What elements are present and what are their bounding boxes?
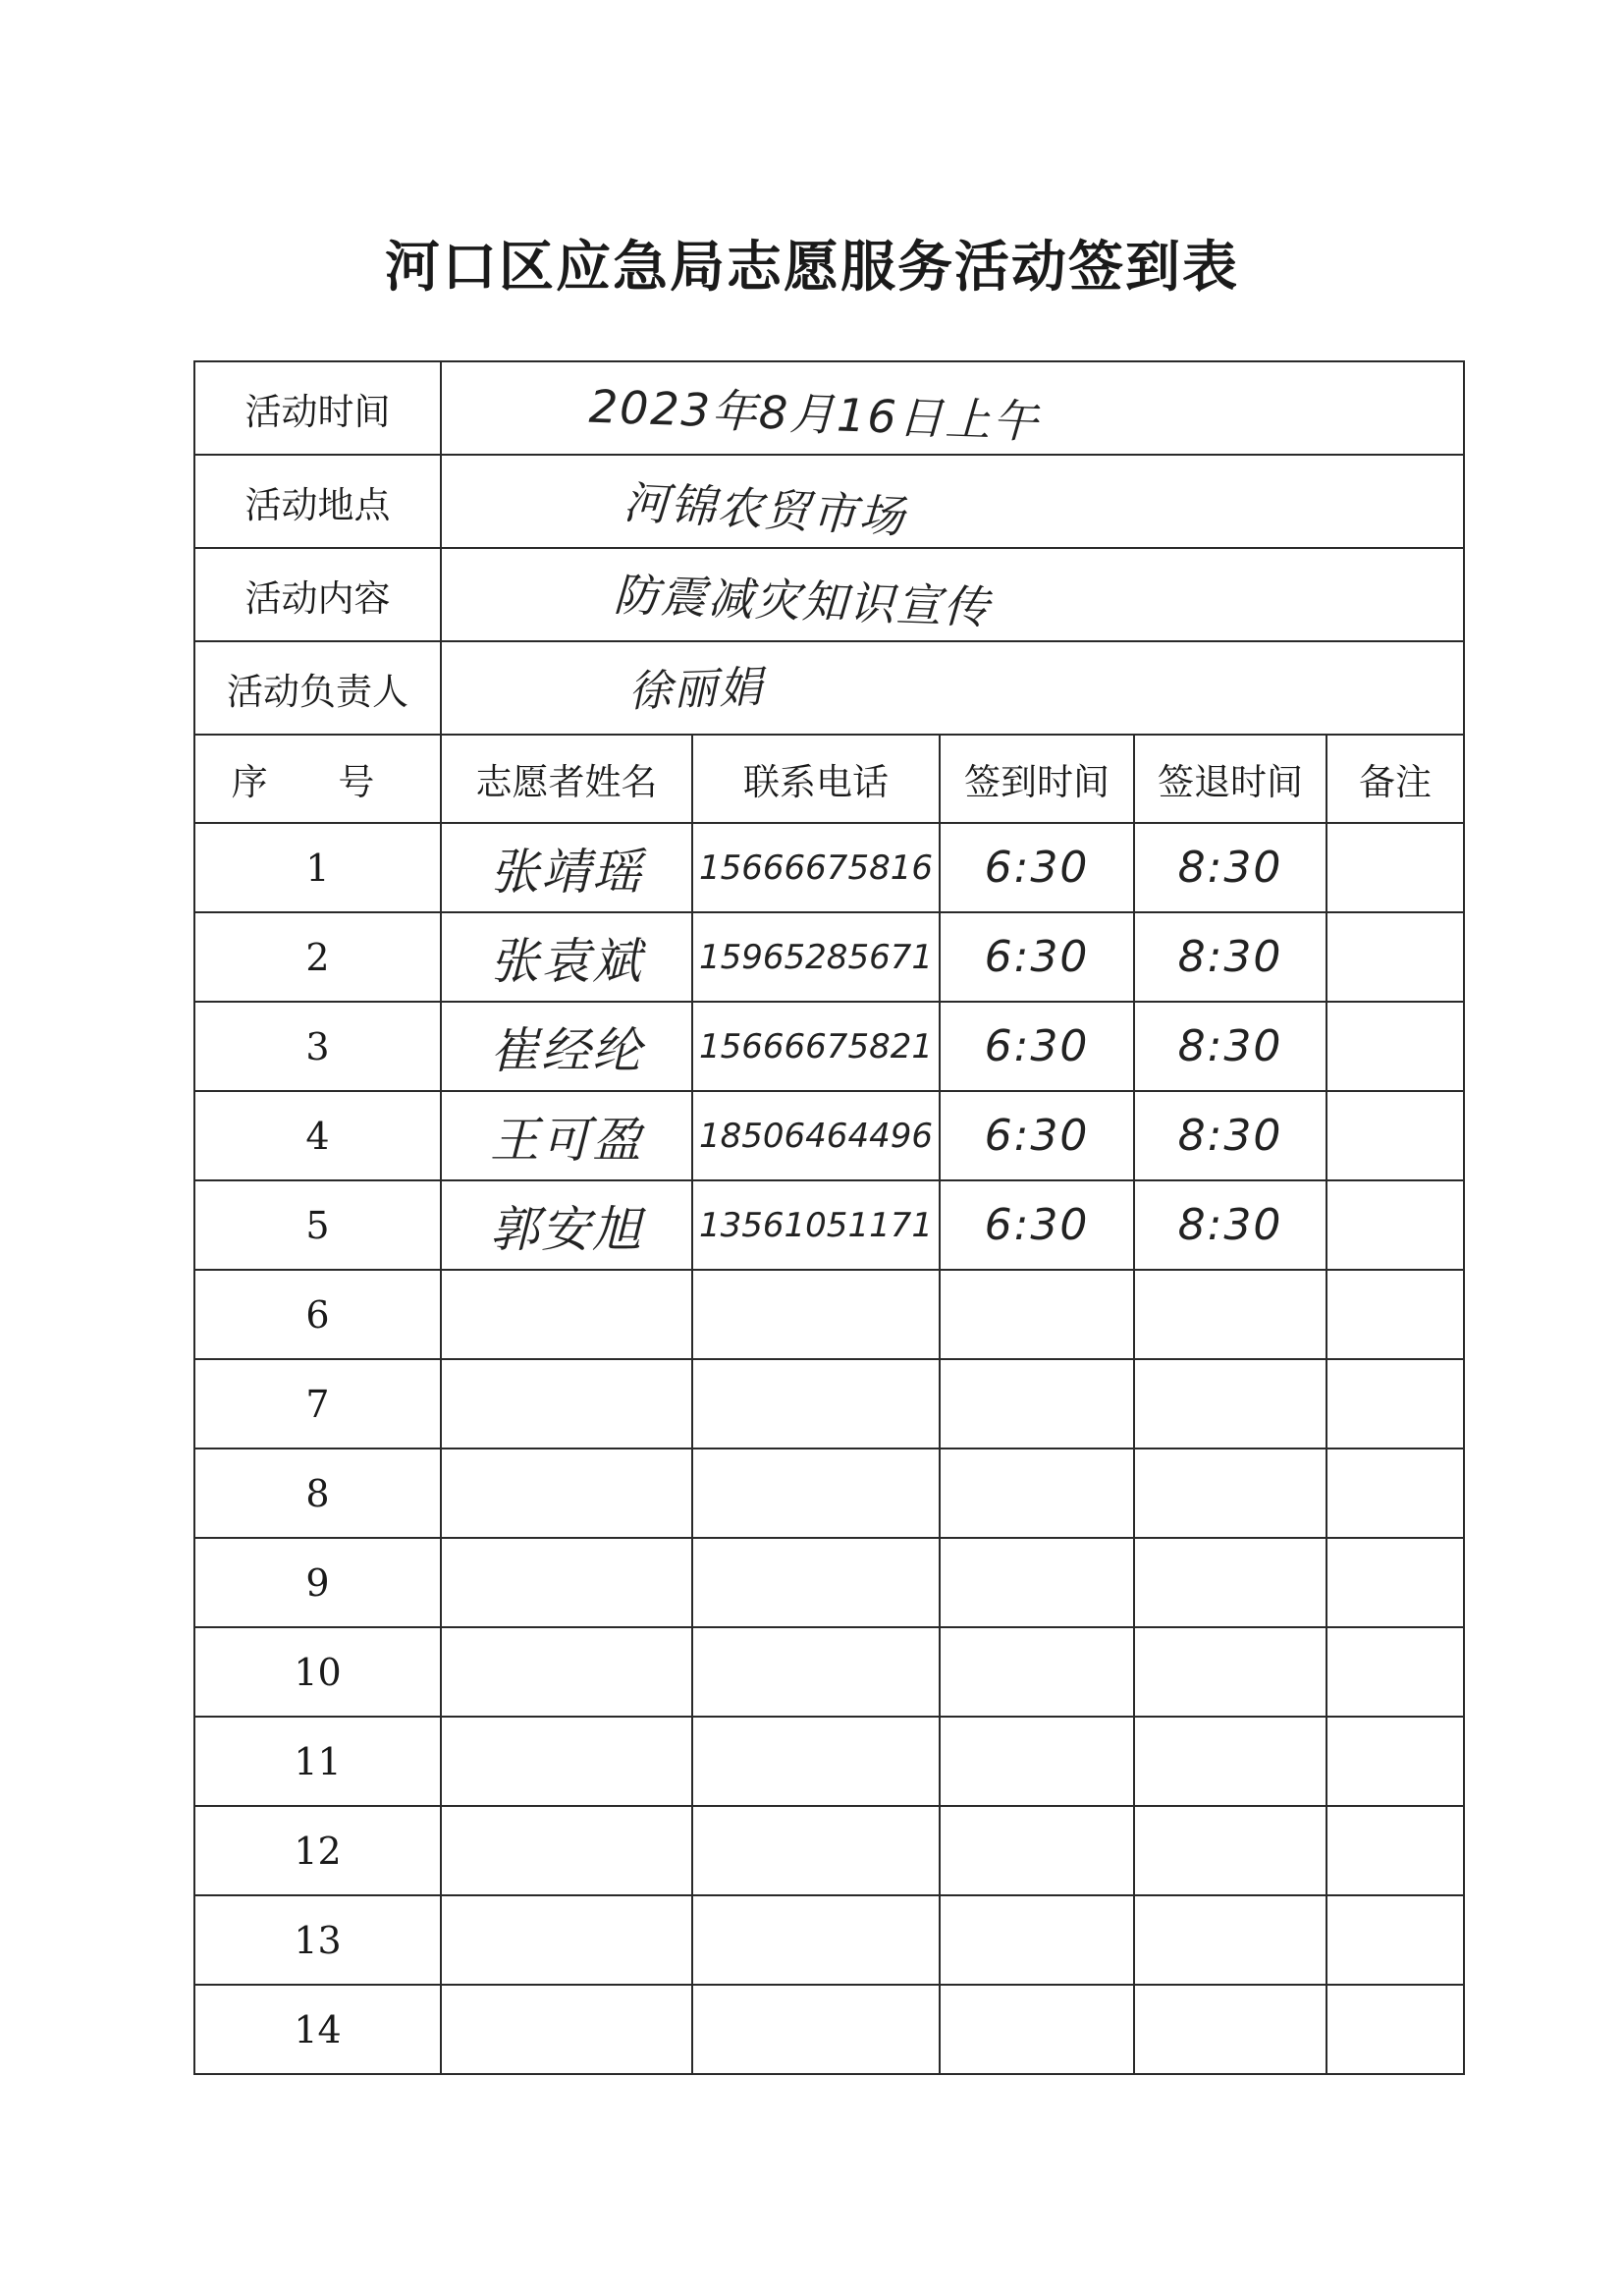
checkin-time-cell[interactable]: 6:30 — [940, 1180, 1134, 1270]
checkin-time-cell[interactable]: 6:30 — [940, 1091, 1134, 1180]
volunteer-name-cell[interactable]: 郭安旭 — [441, 1180, 692, 1270]
handwritten-value: 2023年8月16日上午 — [588, 379, 1041, 449]
info-value[interactable] — [441, 548, 1464, 641]
table-row — [194, 1270, 1464, 1359]
handwritten-value: 防震减灾知识宣传 — [613, 567, 992, 634]
checkout-time-cell[interactable] — [1134, 1359, 1326, 1449]
row-seq: 13 — [194, 1895, 441, 1985]
phone-cell[interactable] — [692, 1985, 940, 2074]
volunteer-name-cell[interactable] — [441, 1895, 692, 1985]
phone-cell[interactable]: 13561051171 — [692, 1180, 940, 1270]
row-seq: 6 — [194, 1270, 441, 1359]
table-row — [194, 1985, 1464, 2074]
checkout-time-cell[interactable]: 8:30 — [1134, 1091, 1326, 1180]
checkin-time-cell[interactable] — [940, 1985, 1134, 2074]
phone-cell[interactable] — [692, 1806, 940, 1895]
note-cell[interactable] — [1326, 1538, 1464, 1627]
volunteer-name-cell[interactable]: 张靖瑶 — [441, 823, 692, 912]
info-row-location — [194, 455, 1464, 548]
info-row-leader — [194, 641, 1464, 735]
table-row — [194, 1717, 1464, 1806]
handwritten-value: 河锦农贸市场 — [622, 474, 907, 543]
table-row — [194, 1449, 1464, 1538]
checkout-time-cell[interactable]: 8:30 — [1134, 912, 1326, 1002]
note-cell[interactable] — [1326, 1985, 1464, 2074]
checkin-time-cell[interactable]: 6:30 — [940, 912, 1134, 1002]
table-row — [194, 1091, 1464, 1180]
info-label: 活动时间 — [194, 361, 441, 455]
checkin-time-cell[interactable] — [940, 1359, 1134, 1449]
checkout-time-cell[interactable] — [1134, 1985, 1326, 2074]
info-label: 活动内容 — [194, 548, 441, 641]
checkout-time-cell[interactable] — [1134, 1806, 1326, 1895]
handwritten-signature: 徐丽娟 — [627, 661, 765, 717]
info-value[interactable] — [441, 641, 1464, 735]
row-seq: 1 — [194, 823, 441, 912]
phone-cell[interactable] — [692, 1895, 940, 1985]
row-seq: 4 — [194, 1091, 441, 1180]
volunteer-name-cell[interactable] — [441, 1806, 692, 1895]
note-cell[interactable] — [1326, 1270, 1464, 1359]
page-title: 河口区应急局志愿服务活动签到表 — [385, 236, 1239, 300]
checkin-time-cell[interactable] — [940, 1717, 1134, 1806]
info-row-content — [194, 548, 1464, 641]
phone-cell[interactable] — [692, 1359, 940, 1449]
note-cell[interactable] — [1326, 1091, 1464, 1180]
phone-cell[interactable] — [692, 1717, 940, 1806]
table-header-row — [194, 735, 1464, 823]
info-value[interactable] — [441, 361, 1464, 455]
phone-cell[interactable]: 15666675821 — [692, 1002, 940, 1091]
checkout-time-cell[interactable] — [1134, 1895, 1326, 1985]
column-header-checkout: 签退时间 — [1134, 735, 1326, 823]
checkout-time-cell[interactable] — [1134, 1449, 1326, 1538]
checkout-time-cell[interactable]: 8:30 — [1134, 1180, 1326, 1270]
table-row — [194, 1180, 1464, 1270]
table-row — [194, 1895, 1464, 1985]
checkout-time-cell[interactable] — [1134, 1717, 1326, 1806]
column-header-note: 备注 — [1326, 735, 1464, 823]
phone-cell[interactable] — [692, 1538, 940, 1627]
row-seq: 10 — [194, 1627, 441, 1717]
info-label: 活动地点 — [194, 455, 441, 548]
row-seq: 12 — [194, 1806, 441, 1895]
volunteer-name-cell[interactable] — [441, 1627, 692, 1717]
phone-cell[interactable] — [692, 1270, 940, 1359]
column-header-seq: 序 号 — [194, 735, 441, 823]
table-row — [194, 1806, 1464, 1895]
volunteer-name-cell[interactable]: 王可盈 — [441, 1091, 692, 1180]
row-seq: 11 — [194, 1717, 441, 1806]
checkout-time-cell[interactable] — [1134, 1538, 1326, 1627]
table-row — [194, 912, 1464, 1002]
checkin-time-cell[interactable] — [940, 1895, 1134, 1985]
data-rows — [194, 823, 1464, 2074]
volunteer-name-cell[interactable]: 崔经纶 — [441, 1002, 692, 1091]
volunteer-name-cell[interactable] — [441, 1359, 692, 1449]
table-row — [194, 1002, 1464, 1091]
phone-cell[interactable] — [692, 1449, 940, 1538]
checkout-time-cell[interactable] — [1134, 1627, 1326, 1717]
info-value[interactable] — [441, 455, 1464, 548]
checkin-time-cell[interactable] — [940, 1538, 1134, 1627]
note-cell[interactable] — [1326, 912, 1464, 1002]
info-label: 活动负责人 — [194, 641, 441, 735]
row-seq: 5 — [194, 1180, 441, 1270]
note-cell[interactable] — [1326, 1627, 1464, 1717]
table-row — [194, 823, 1464, 912]
volunteer-name-cell[interactable] — [441, 1449, 692, 1538]
sign-in-table — [193, 360, 1465, 2075]
volunteer-name-cell[interactable] — [441, 1717, 692, 1806]
note-cell[interactable] — [1326, 1449, 1464, 1538]
phone-cell[interactable]: 18506464496 — [692, 1091, 940, 1180]
volunteer-name-cell[interactable]: 张袁斌 — [441, 912, 692, 1002]
note-cell[interactable] — [1326, 1895, 1464, 1985]
row-seq: 9 — [194, 1538, 441, 1627]
row-seq: 7 — [194, 1359, 441, 1449]
volunteer-name-cell[interactable] — [441, 1538, 692, 1627]
note-cell[interactable] — [1326, 1002, 1464, 1091]
note-cell[interactable] — [1326, 1359, 1464, 1449]
table-row — [194, 1538, 1464, 1627]
checkin-time-cell[interactable]: 6:30 — [940, 1002, 1134, 1091]
checkin-time-cell[interactable]: 6:30 — [940, 823, 1134, 912]
checkout-time-cell[interactable]: 8:30 — [1134, 1002, 1326, 1091]
column-header-name: 志愿者姓名 — [441, 735, 692, 823]
table-row — [194, 1627, 1464, 1717]
row-seq: 2 — [194, 912, 441, 1002]
info-row-time — [194, 361, 1464, 455]
checkout-time-cell[interactable] — [1134, 1270, 1326, 1359]
row-seq: 14 — [194, 1985, 441, 2074]
phone-cell[interactable] — [692, 1627, 940, 1717]
checkin-time-cell[interactable] — [940, 1449, 1134, 1538]
phone-cell[interactable]: 15965285671 — [692, 912, 940, 1002]
phone-cell[interactable]: 15666675816 — [692, 823, 940, 912]
checkin-time-cell[interactable] — [940, 1627, 1134, 1717]
note-cell[interactable] — [1326, 1717, 1464, 1806]
volunteer-name-cell[interactable] — [441, 1985, 692, 2074]
row-seq: 8 — [194, 1449, 441, 1538]
note-cell[interactable] — [1326, 1180, 1464, 1270]
volunteer-name-cell[interactable] — [441, 1270, 692, 1359]
checkin-time-cell[interactable] — [940, 1270, 1134, 1359]
note-cell[interactable] — [1326, 1806, 1464, 1895]
checkout-time-cell[interactable]: 8:30 — [1134, 823, 1326, 912]
table-row — [194, 1359, 1464, 1449]
column-header-phone: 联系电话 — [692, 735, 940, 823]
checkin-time-cell[interactable] — [940, 1806, 1134, 1895]
column-header-checkin: 签到时间 — [940, 735, 1134, 823]
row-seq: 3 — [194, 1002, 441, 1091]
note-cell[interactable] — [1326, 823, 1464, 912]
